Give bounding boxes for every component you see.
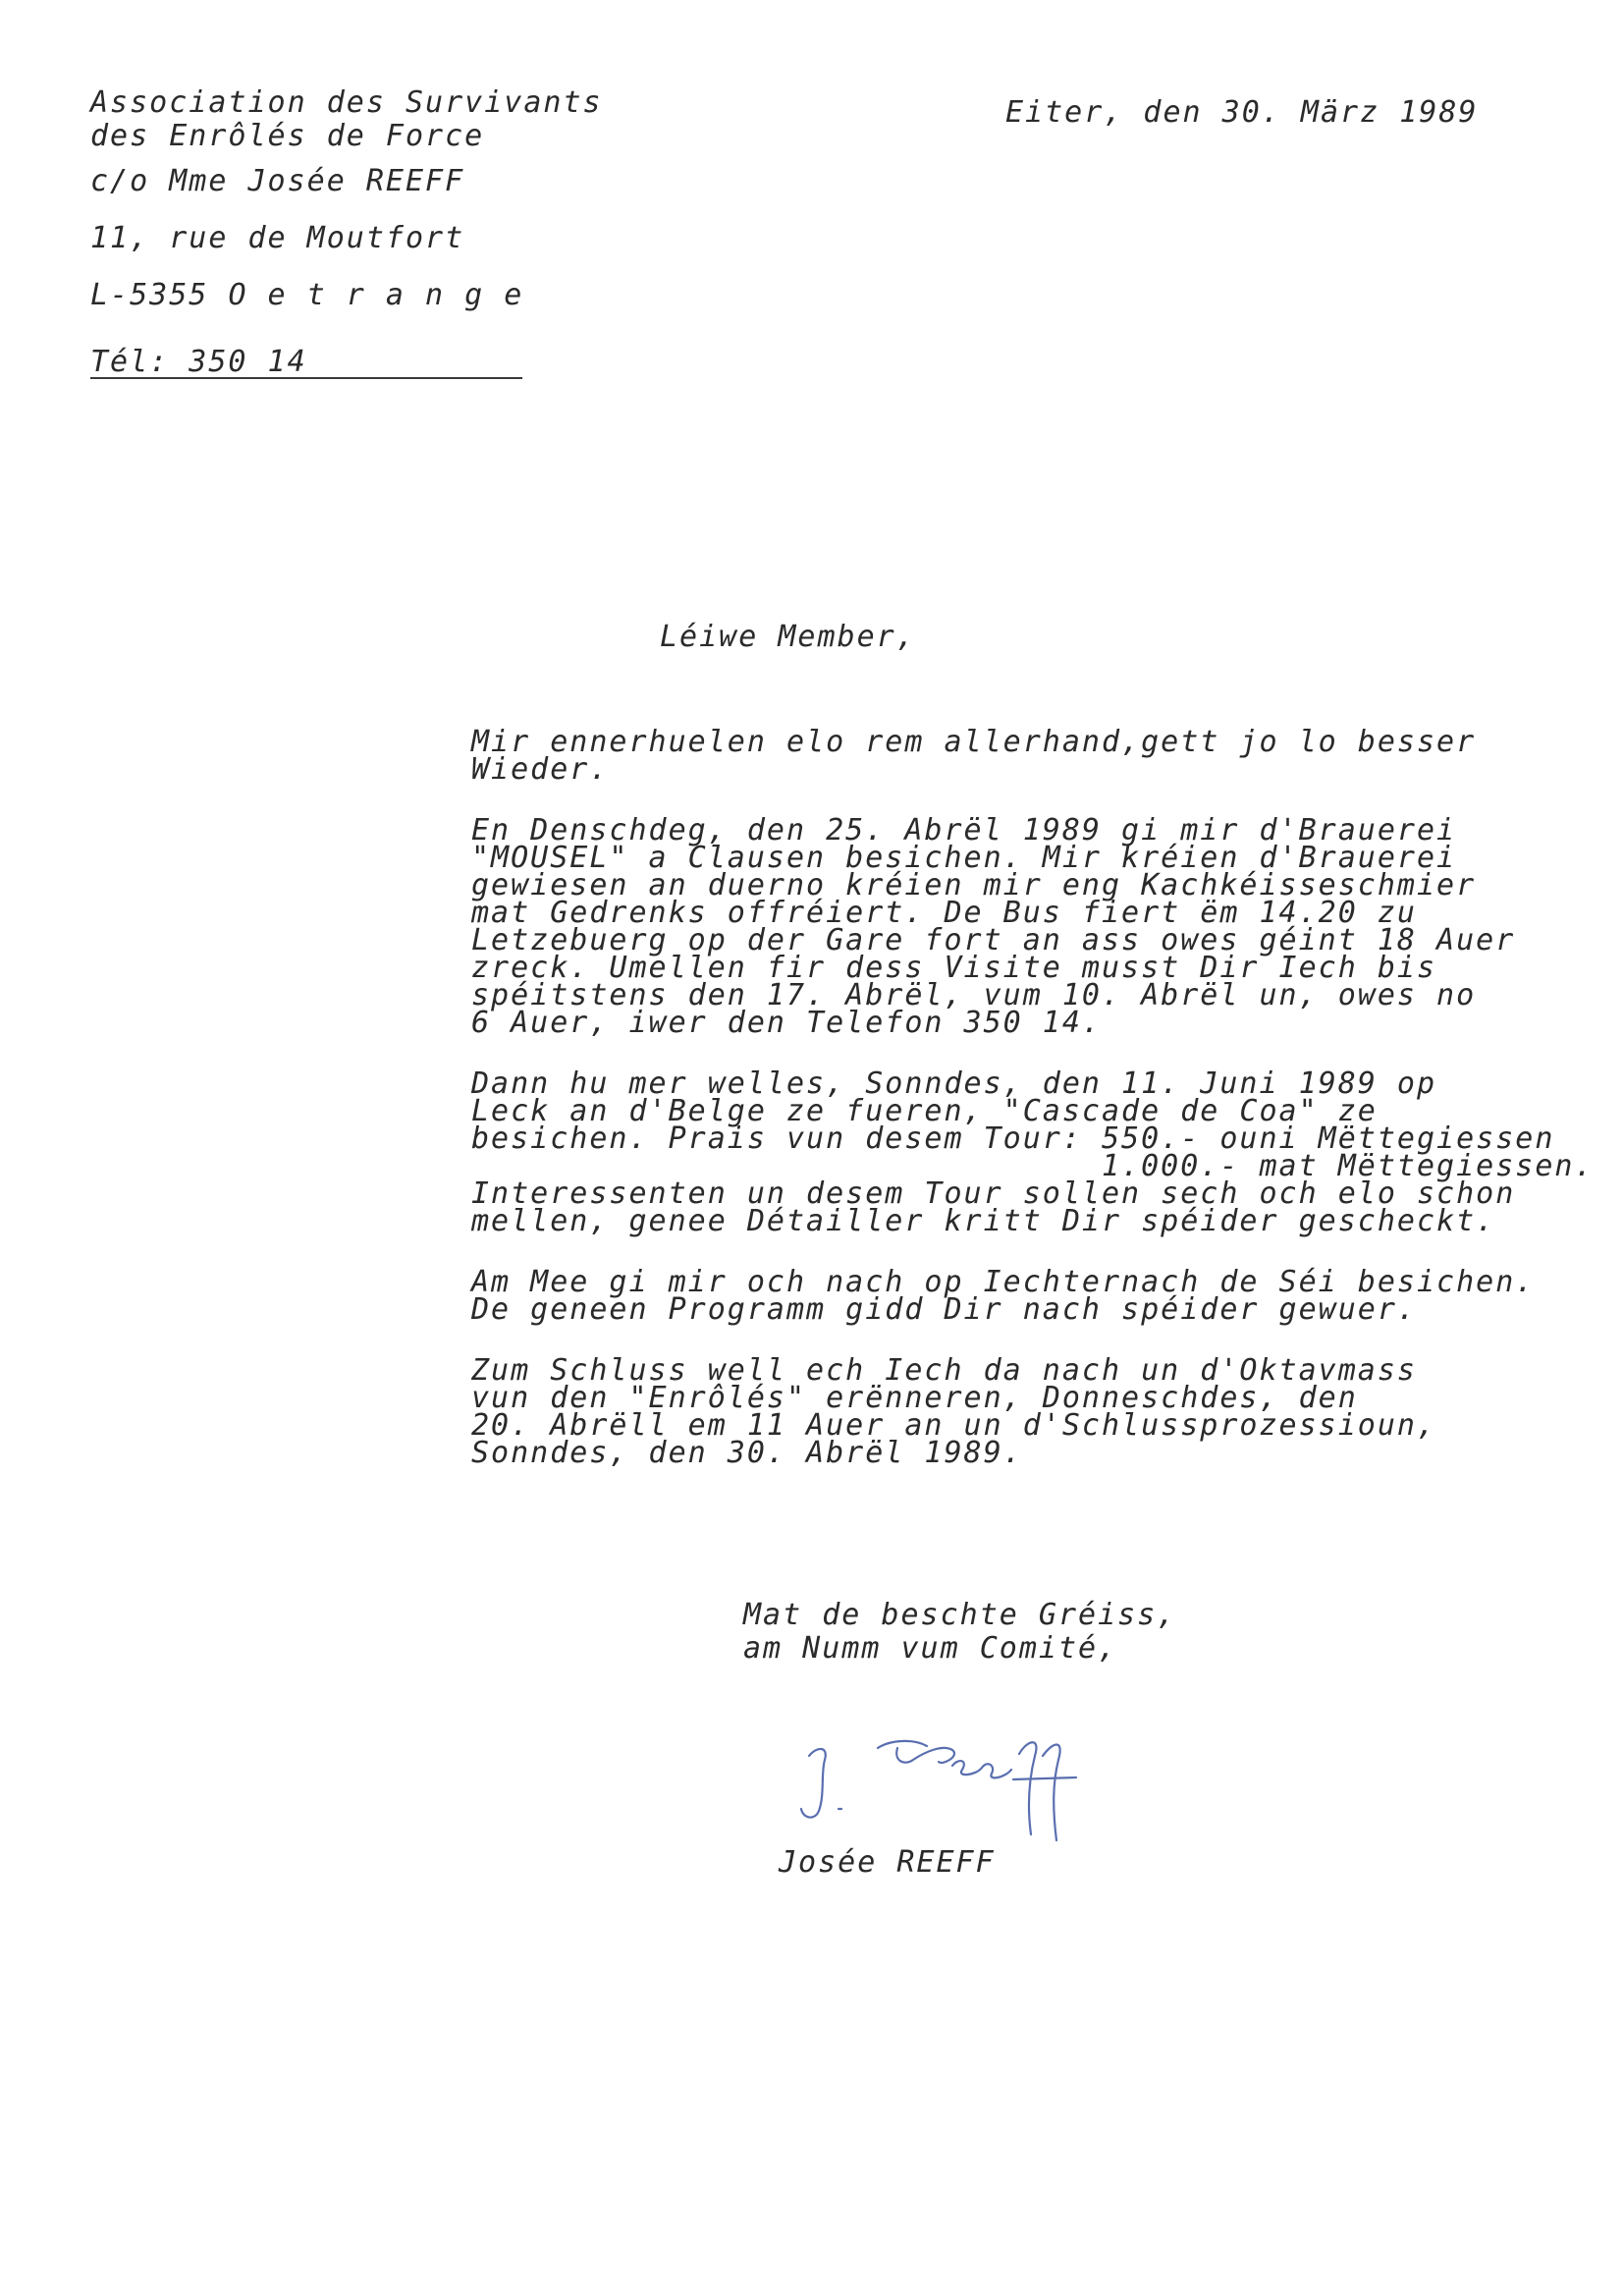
letter-body bbox=[471, 725, 1600, 1501]
closing-committee: am Numm vum Comité, bbox=[743, 1631, 1118, 1666]
body-line: De geneen Programm gidd Dir nach spéider gewuer. bbox=[471, 1292, 1417, 1327]
paragraph bbox=[471, 725, 1600, 787]
body-line: mat Gedrenks offréiert. De Bus fiert ëm 14.20 zu bbox=[471, 896, 1417, 930]
body-line: "MOUSEL" a Clausen besichen. Mir kréien d'Brauerei bbox=[471, 841, 1457, 875]
body-line: gewiesen an duerno kréien mir eng Kachkéisseschmier bbox=[471, 868, 1477, 902]
body-line: Mir ennerhuelen elo rem allerhand,gett jo lo besser bbox=[471, 725, 1477, 759]
body-line: mellen, genee Détailler kritt Dir spéider gescheckt. bbox=[471, 1204, 1496, 1238]
body-line: Zum Schluss well ech Iech da nach un d'Oktavmass bbox=[471, 1353, 1417, 1388]
body-line: 6 Auer, iwer den Telefon 350 14. bbox=[471, 1006, 1102, 1040]
address-underline bbox=[90, 377, 522, 379]
body-line: besichen. Prais vun desem Tour: 550.- ouni Mëttegiessen bbox=[471, 1121, 1555, 1156]
sender-postcode: L-5355 bbox=[90, 278, 209, 312]
handwritten-signature bbox=[795, 1726, 1119, 1854]
sender-town: O e t r a n g e bbox=[228, 278, 524, 312]
sender-street: 11, rue de Moutfort bbox=[90, 221, 465, 255]
sender-block bbox=[90, 86, 603, 379]
body-line: Wieder. bbox=[471, 752, 610, 787]
salutation: Léiwe Member, bbox=[660, 620, 916, 654]
closing-block bbox=[743, 1599, 1176, 1666]
paragraph bbox=[471, 1066, 1600, 1238]
body-line: Am Mee gi mir och nach op Iechternach de Séi besichen. bbox=[471, 1265, 1536, 1299]
paragraph bbox=[471, 1265, 1600, 1327]
body-line: Sonndes, den 30. Abrël 1989. bbox=[471, 1436, 1023, 1470]
sender-name-line1: Association des Survivants bbox=[90, 85, 603, 120]
closing-greeting: Mat de beschte Gréiss, bbox=[743, 1598, 1177, 1632]
sender-name-line2: des Enrôlés de Force bbox=[90, 119, 485, 153]
body-line: spéitstens den 17. Abrël, vum 10. Abrël un, owes no bbox=[471, 978, 1477, 1012]
sender-care-of: c/o Mme Josée REEFF bbox=[90, 164, 465, 198]
body-line: 1.000.- mat Mëttegiessen. bbox=[471, 1149, 1595, 1183]
body-line: Letzebuerg op der Gare fort an ass owes géint 18 Auer bbox=[471, 923, 1516, 957]
body-line: En Denschdeg, den 25. Abrël 1989 gi mir d'Brauerei bbox=[471, 813, 1457, 847]
sender-phone: Tél: 350 14 bbox=[90, 345, 307, 379]
body-line: Interessenten un desem Tour sollen sech och elo schon bbox=[471, 1176, 1516, 1211]
signer-name: Josée REEFF bbox=[779, 1845, 996, 1880]
body-line: vun den "Enrôlés" erënneren, Donneschdes, den bbox=[471, 1381, 1358, 1415]
letter-date: Eiter, den 30. März 1989 bbox=[1005, 95, 1479, 130]
paragraph bbox=[471, 1353, 1600, 1470]
body-line: Dann hu mer welles, Sonndes, den 11. Juni 1989 op bbox=[471, 1066, 1437, 1101]
body-line: Leck an d'Belge ze fueren, "Cascade de Coa" ze bbox=[471, 1094, 1378, 1128]
paragraph bbox=[471, 813, 1600, 1040]
body-line: zreck. Umellen fir dess Visite musst Dir Iech bis bbox=[471, 951, 1437, 985]
body-line: 20. Abrëll em 11 Auer an un d'Schlussprozessioun, bbox=[471, 1408, 1437, 1443]
sender-postcode-town bbox=[90, 279, 603, 312]
